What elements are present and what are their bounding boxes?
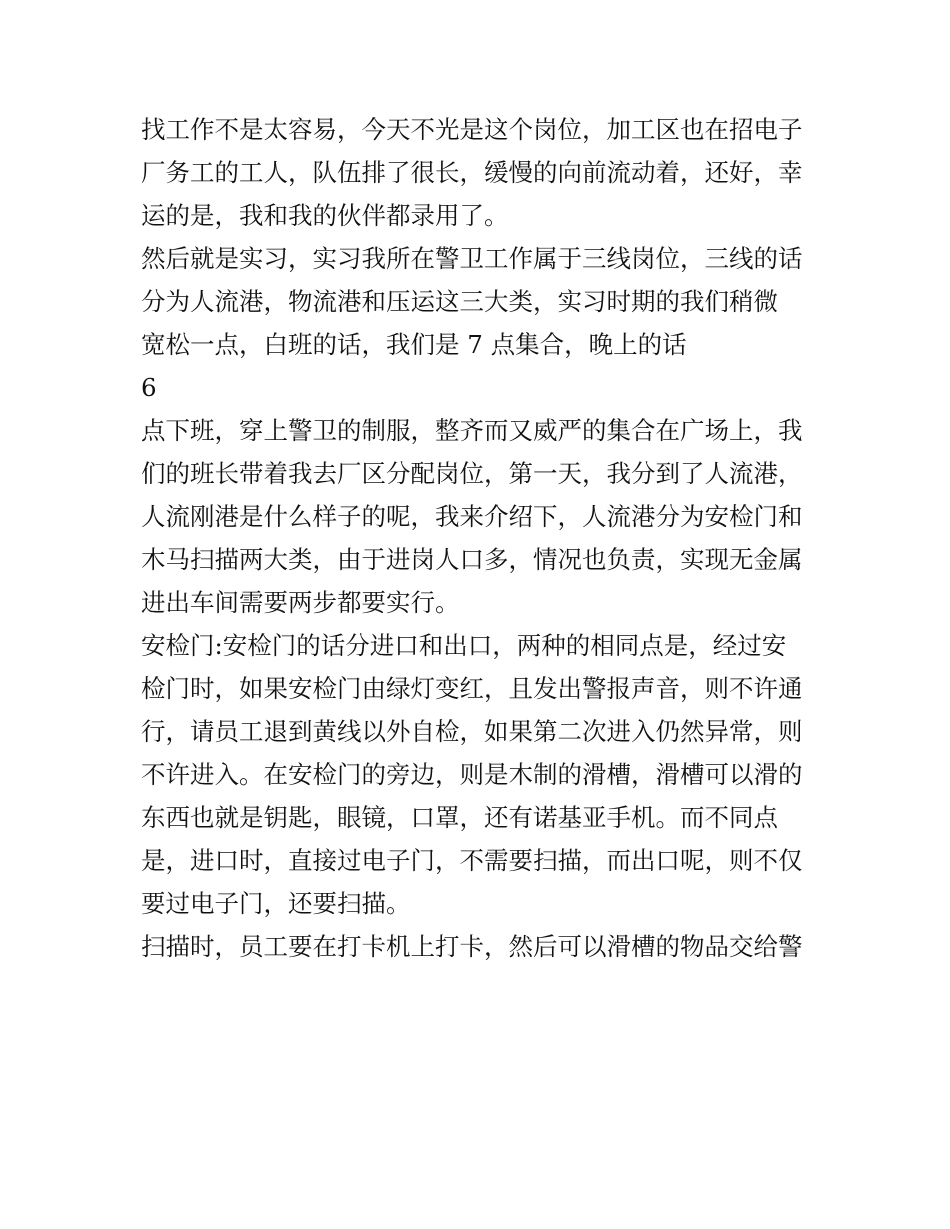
text-line: 找工作不是太容易，今天不光是这个岗位，加工区也在招电子 — [141, 115, 803, 144]
text-line: 行，请员工退到黄线以外自检，如果第二次进入仍然异常，则 — [141, 717, 803, 746]
text-line: 不许进入。在安检门的旁边，则是木制的滑槽，滑槽可以滑的 — [141, 760, 803, 789]
text-line: 6 — [141, 373, 157, 402]
text-line: 要过电子门，还要扫描。 — [141, 889, 411, 918]
text-line: 运的是，我和我的伙伴都录用了。 — [141, 201, 509, 230]
body-text — [141, 108, 821, 968]
text-line: 分为人流港，物流港和压运这三大类，实习时期的我们稍微 — [141, 287, 778, 316]
text-line: 点下班，穿上警卫的制服，整齐而又威严的集合在广场上，我 — [141, 416, 803, 445]
text-line: 进出车间需要两步都要实行。 — [141, 588, 460, 617]
text-line: 东西也就是钥匙，眼镜，口罩，还有诺基亚手机。而不同点 — [141, 803, 778, 832]
text-line: 是，进口时，直接过电子门，不需要扫描，而出口呢，则不仅 — [141, 846, 803, 875]
text-line: 检门时，如果安检门由绿灯变红，且发出警报声音，则不许通 — [141, 674, 803, 703]
text-line: 人流刚港是什么样子的呢，我来介绍下，人流港分为安检门和 — [141, 502, 803, 531]
text-line: 们的班长带着我去厂区分配岗位，第一天，我分到了人流港， — [141, 459, 803, 488]
text-line: 厂务工的工人，队伍排了很长，缓慢的向前流动着，还好，幸 — [141, 158, 803, 187]
text-line: 宽松一点，白班的话，我们是 7 点集合，晚上的话 — [141, 330, 687, 359]
text-line: 安检门:安检门的话分进口和出口，两种的相同点是，经过安 — [141, 631, 787, 660]
text-line: 扫描时，员工要在打卡机上打卡，然后可以滑槽的物品交给警 — [141, 932, 803, 961]
text-line: 然后就是实习，实习我所在警卫工作属于三线岗位，三线的话 — [141, 244, 803, 273]
text-line: 木马扫描两大类，由于进岗人口多，情况也负责，实现无金属 — [141, 545, 803, 574]
